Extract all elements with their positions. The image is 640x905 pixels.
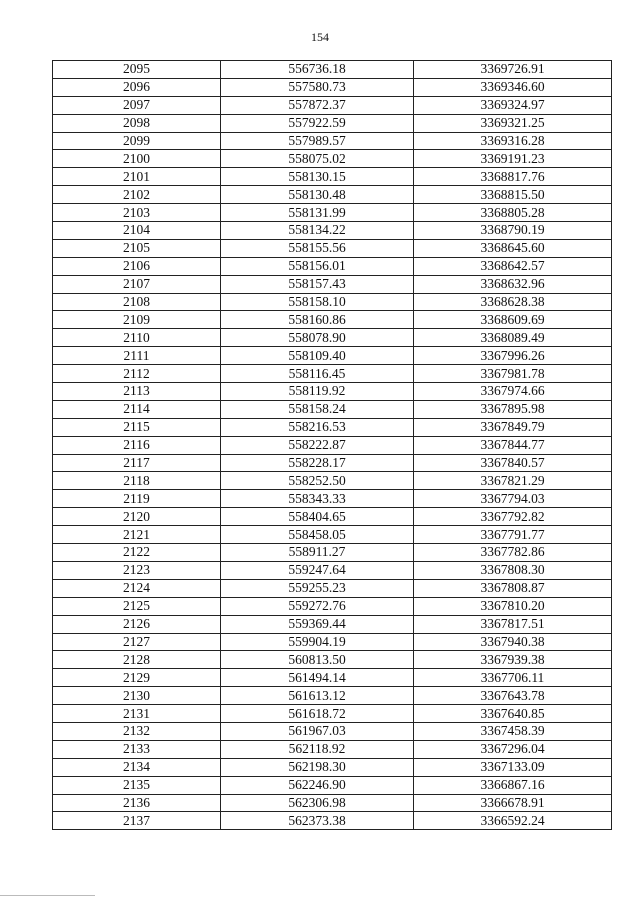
y-coordinate-cell: 3369316.28 bbox=[414, 132, 612, 150]
point-number-cell: 2123 bbox=[53, 561, 221, 579]
table-row bbox=[53, 329, 612, 347]
table-row bbox=[53, 239, 612, 257]
x-coordinate-cell: 558157.43 bbox=[221, 275, 414, 293]
y-coordinate-cell: 3367296.04 bbox=[414, 740, 612, 758]
x-coordinate-cell: 558109.40 bbox=[221, 347, 414, 365]
x-coordinate-cell: 558130.15 bbox=[221, 168, 414, 186]
y-coordinate-cell: 3369321.25 bbox=[414, 114, 612, 132]
y-coordinate-cell: 3367640.85 bbox=[414, 705, 612, 723]
y-coordinate-cell: 3366592.24 bbox=[414, 812, 612, 830]
x-coordinate-cell: 558228.17 bbox=[221, 454, 414, 472]
point-number-cell: 2096 bbox=[53, 78, 221, 96]
y-coordinate-cell: 3367940.38 bbox=[414, 633, 612, 651]
table-row bbox=[53, 561, 612, 579]
table-row bbox=[53, 204, 612, 222]
table-row bbox=[53, 186, 612, 204]
x-coordinate-cell: 557580.73 bbox=[221, 78, 414, 96]
point-number-cell: 2122 bbox=[53, 544, 221, 562]
x-coordinate-cell: 558216.53 bbox=[221, 418, 414, 436]
point-number-cell: 2107 bbox=[53, 275, 221, 293]
x-coordinate-cell: 559369.44 bbox=[221, 615, 414, 633]
point-number-cell: 2118 bbox=[53, 472, 221, 490]
table-row bbox=[53, 597, 612, 615]
point-number-cell: 2098 bbox=[53, 114, 221, 132]
table-row bbox=[53, 96, 612, 114]
x-coordinate-cell: 561494.14 bbox=[221, 669, 414, 687]
x-coordinate-cell: 558458.05 bbox=[221, 526, 414, 544]
point-number-cell: 2115 bbox=[53, 418, 221, 436]
x-coordinate-cell: 561967.03 bbox=[221, 722, 414, 740]
y-coordinate-cell: 3367840.57 bbox=[414, 454, 612, 472]
point-number-cell: 2108 bbox=[53, 293, 221, 311]
x-coordinate-cell: 562118.92 bbox=[221, 740, 414, 758]
table-row bbox=[53, 168, 612, 186]
y-coordinate-cell: 3368089.49 bbox=[414, 329, 612, 347]
y-coordinate-cell: 3367133.09 bbox=[414, 758, 612, 776]
x-coordinate-cell: 558160.86 bbox=[221, 311, 414, 329]
point-number-cell: 2097 bbox=[53, 96, 221, 114]
y-coordinate-cell: 3369191.23 bbox=[414, 150, 612, 168]
y-coordinate-cell: 3368609.69 bbox=[414, 311, 612, 329]
y-coordinate-cell: 3367849.79 bbox=[414, 418, 612, 436]
table-row bbox=[53, 812, 612, 830]
table-row bbox=[53, 722, 612, 740]
x-coordinate-cell: 556736.18 bbox=[221, 61, 414, 79]
table-row bbox=[53, 454, 612, 472]
y-coordinate-cell: 3368790.19 bbox=[414, 222, 612, 240]
table-row bbox=[53, 794, 612, 812]
x-coordinate-cell: 558404.65 bbox=[221, 508, 414, 526]
coordinates-table-body bbox=[53, 61, 612, 830]
table-row bbox=[53, 490, 612, 508]
point-number-cell: 2129 bbox=[53, 669, 221, 687]
table-row bbox=[53, 114, 612, 132]
x-coordinate-cell: 558155.56 bbox=[221, 239, 414, 257]
table-row bbox=[53, 61, 612, 79]
x-coordinate-cell: 559247.64 bbox=[221, 561, 414, 579]
table-row bbox=[53, 436, 612, 454]
table-row bbox=[53, 311, 612, 329]
x-coordinate-cell: 557872.37 bbox=[221, 96, 414, 114]
y-coordinate-cell: 3366867.16 bbox=[414, 776, 612, 794]
point-number-cell: 2111 bbox=[53, 347, 221, 365]
page-number: 154 bbox=[311, 30, 329, 44]
y-coordinate-cell: 3367939.38 bbox=[414, 651, 612, 669]
point-number-cell: 2117 bbox=[53, 454, 221, 472]
point-number-cell: 2134 bbox=[53, 758, 221, 776]
y-coordinate-cell: 3367895.98 bbox=[414, 400, 612, 418]
scan-edge-mark bbox=[0, 895, 95, 896]
table-row bbox=[53, 418, 612, 436]
table-row bbox=[53, 526, 612, 544]
x-coordinate-cell: 558252.50 bbox=[221, 472, 414, 490]
table-row bbox=[53, 150, 612, 168]
y-coordinate-cell: 3367458.39 bbox=[414, 722, 612, 740]
point-number-cell: 2105 bbox=[53, 239, 221, 257]
table-row bbox=[53, 400, 612, 418]
table-row bbox=[53, 615, 612, 633]
x-coordinate-cell: 558156.01 bbox=[221, 257, 414, 275]
point-number-cell: 2126 bbox=[53, 615, 221, 633]
x-coordinate-cell: 558116.45 bbox=[221, 365, 414, 383]
table-row bbox=[53, 544, 612, 562]
x-coordinate-cell: 562198.30 bbox=[221, 758, 414, 776]
x-coordinate-cell: 558222.87 bbox=[221, 436, 414, 454]
point-number-cell: 2137 bbox=[53, 812, 221, 830]
x-coordinate-cell: 558119.92 bbox=[221, 383, 414, 401]
x-coordinate-cell: 558911.27 bbox=[221, 544, 414, 562]
x-coordinate-cell: 562373.38 bbox=[221, 812, 414, 830]
y-coordinate-cell: 3369346.60 bbox=[414, 78, 612, 96]
point-number-cell: 2116 bbox=[53, 436, 221, 454]
y-coordinate-cell: 3368642.57 bbox=[414, 257, 612, 275]
point-number-cell: 2095 bbox=[53, 61, 221, 79]
y-coordinate-cell: 3367782.86 bbox=[414, 544, 612, 562]
table-row bbox=[53, 705, 612, 723]
x-coordinate-cell: 558158.10 bbox=[221, 293, 414, 311]
point-number-cell: 2125 bbox=[53, 597, 221, 615]
y-coordinate-cell: 3368815.50 bbox=[414, 186, 612, 204]
x-coordinate-cell: 558158.24 bbox=[221, 400, 414, 418]
x-coordinate-cell: 557922.59 bbox=[221, 114, 414, 132]
table-row bbox=[53, 347, 612, 365]
table-row bbox=[53, 472, 612, 490]
y-coordinate-cell: 3367844.77 bbox=[414, 436, 612, 454]
point-number-cell: 2106 bbox=[53, 257, 221, 275]
x-coordinate-cell: 561613.12 bbox=[221, 687, 414, 705]
y-coordinate-cell: 3369324.97 bbox=[414, 96, 612, 114]
table-row bbox=[53, 579, 612, 597]
table-row bbox=[53, 365, 612, 383]
point-number-cell: 2127 bbox=[53, 633, 221, 651]
point-number-cell: 2133 bbox=[53, 740, 221, 758]
point-number-cell: 2100 bbox=[53, 150, 221, 168]
x-coordinate-cell: 558078.90 bbox=[221, 329, 414, 347]
point-number-cell: 2132 bbox=[53, 722, 221, 740]
table-row bbox=[53, 78, 612, 96]
y-coordinate-cell: 3367706.11 bbox=[414, 669, 612, 687]
y-coordinate-cell: 3367792.82 bbox=[414, 508, 612, 526]
table-row bbox=[53, 293, 612, 311]
y-coordinate-cell: 3367981.78 bbox=[414, 365, 612, 383]
coordinates-table bbox=[52, 60, 612, 830]
table-row bbox=[53, 669, 612, 687]
y-coordinate-cell: 3366678.91 bbox=[414, 794, 612, 812]
x-coordinate-cell: 561618.72 bbox=[221, 705, 414, 723]
x-coordinate-cell: 558075.02 bbox=[221, 150, 414, 168]
table-row bbox=[53, 633, 612, 651]
x-coordinate-cell: 558131.99 bbox=[221, 204, 414, 222]
y-coordinate-cell: 3367817.51 bbox=[414, 615, 612, 633]
table-row bbox=[53, 508, 612, 526]
point-number-cell: 2120 bbox=[53, 508, 221, 526]
table-row bbox=[53, 651, 612, 669]
x-coordinate-cell: 558130.48 bbox=[221, 186, 414, 204]
y-coordinate-cell: 3369726.91 bbox=[414, 61, 612, 79]
table-row bbox=[53, 275, 612, 293]
x-coordinate-cell: 558343.33 bbox=[221, 490, 414, 508]
x-coordinate-cell: 559255.23 bbox=[221, 579, 414, 597]
y-coordinate-cell: 3367791.77 bbox=[414, 526, 612, 544]
point-number-cell: 2136 bbox=[53, 794, 221, 812]
table-row bbox=[53, 222, 612, 240]
point-number-cell: 2103 bbox=[53, 204, 221, 222]
y-coordinate-cell: 3368817.76 bbox=[414, 168, 612, 186]
table-row bbox=[53, 383, 612, 401]
point-number-cell: 2104 bbox=[53, 222, 221, 240]
point-number-cell: 2112 bbox=[53, 365, 221, 383]
y-coordinate-cell: 3367996.26 bbox=[414, 347, 612, 365]
x-coordinate-cell: 557989.57 bbox=[221, 132, 414, 150]
x-coordinate-cell: 558134.22 bbox=[221, 222, 414, 240]
point-number-cell: 2121 bbox=[53, 526, 221, 544]
x-coordinate-cell: 562246.90 bbox=[221, 776, 414, 794]
table-row bbox=[53, 687, 612, 705]
point-number-cell: 2109 bbox=[53, 311, 221, 329]
point-number-cell: 2102 bbox=[53, 186, 221, 204]
x-coordinate-cell: 559272.76 bbox=[221, 597, 414, 615]
y-coordinate-cell: 3367810.20 bbox=[414, 597, 612, 615]
point-number-cell: 2110 bbox=[53, 329, 221, 347]
point-number-cell: 2119 bbox=[53, 490, 221, 508]
table-row bbox=[53, 132, 612, 150]
point-number-cell: 2130 bbox=[53, 687, 221, 705]
table-row bbox=[53, 740, 612, 758]
point-number-cell: 2114 bbox=[53, 400, 221, 418]
y-coordinate-cell: 3367821.29 bbox=[414, 472, 612, 490]
point-number-cell: 2128 bbox=[53, 651, 221, 669]
y-coordinate-cell: 3368805.28 bbox=[414, 204, 612, 222]
table-row bbox=[53, 257, 612, 275]
y-coordinate-cell: 3368645.60 bbox=[414, 239, 612, 257]
y-coordinate-cell: 3367808.87 bbox=[414, 579, 612, 597]
table-row bbox=[53, 758, 612, 776]
y-coordinate-cell: 3367808.30 bbox=[414, 561, 612, 579]
y-coordinate-cell: 3368628.38 bbox=[414, 293, 612, 311]
point-number-cell: 2101 bbox=[53, 168, 221, 186]
point-number-cell: 2113 bbox=[53, 383, 221, 401]
y-coordinate-cell: 3367794.03 bbox=[414, 490, 612, 508]
point-number-cell: 2135 bbox=[53, 776, 221, 794]
table-row bbox=[53, 776, 612, 794]
x-coordinate-cell: 560813.50 bbox=[221, 651, 414, 669]
y-coordinate-cell: 3367974.66 bbox=[414, 383, 612, 401]
x-coordinate-cell: 562306.98 bbox=[221, 794, 414, 812]
point-number-cell: 2124 bbox=[53, 579, 221, 597]
point-number-cell: 2131 bbox=[53, 705, 221, 723]
x-coordinate-cell: 559904.19 bbox=[221, 633, 414, 651]
y-coordinate-cell: 3367643.78 bbox=[414, 687, 612, 705]
y-coordinate-cell: 3368632.96 bbox=[414, 275, 612, 293]
point-number-cell: 2099 bbox=[53, 132, 221, 150]
